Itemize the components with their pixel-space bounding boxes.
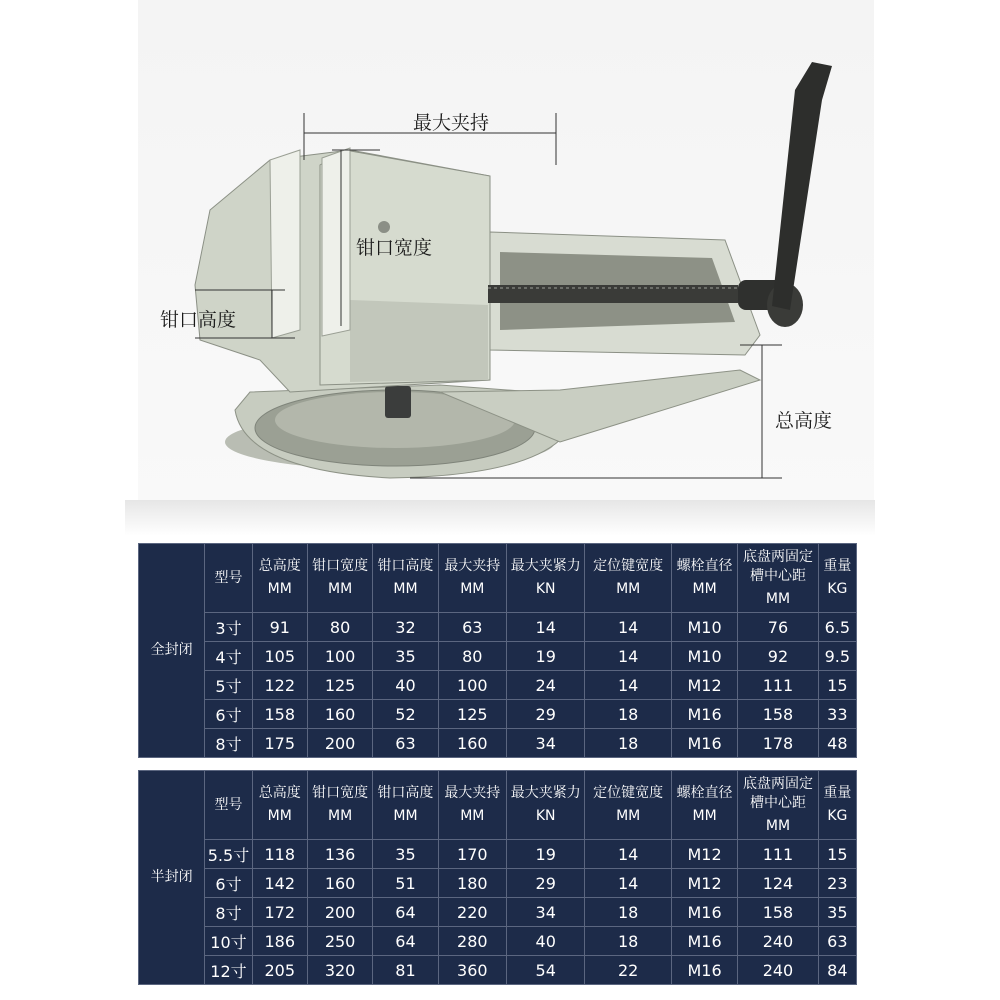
value-cell: 18: [585, 729, 671, 758]
column-header-line: 槽中心距: [749, 567, 806, 584]
value-cell: 125: [307, 671, 372, 700]
value-cell: 100: [307, 642, 372, 671]
value-cell: 14: [585, 642, 671, 671]
value-cell: 175: [252, 729, 307, 758]
value-cell: 360: [438, 956, 506, 985]
table-row: [139, 869, 857, 898]
value-cell: 29: [507, 700, 585, 729]
column-unit: MM: [267, 581, 292, 597]
table-row: [139, 729, 857, 758]
value-cell: 100: [438, 671, 506, 700]
value-cell: 40: [373, 671, 438, 700]
value-cell: 320: [307, 956, 372, 985]
total-height-label: 总高度: [775, 410, 833, 432]
value-cell: 34: [507, 729, 585, 758]
value-cell: 19: [507, 840, 585, 869]
column-header-title: 型号: [214, 796, 243, 813]
column-header-title: 螺栓直径: [676, 558, 733, 574]
value-cell: M10: [671, 613, 737, 642]
column-header-title: 总高度: [258, 558, 301, 574]
column-unit: MM: [328, 808, 353, 824]
value-cell: 9.5: [818, 642, 856, 671]
value-cell: M16: [671, 956, 737, 985]
header-row: [139, 544, 857, 613]
column-unit: MM: [692, 808, 717, 824]
column-header-title: 最大夹紧力: [510, 558, 581, 574]
value-cell: 280: [438, 927, 506, 956]
value-cell: 15: [818, 671, 856, 700]
value-cell: 6.5: [818, 613, 856, 642]
value-cell: 118: [252, 840, 307, 869]
column-header: [307, 544, 372, 613]
column-header: [585, 544, 671, 613]
value-cell: 186: [252, 927, 307, 956]
handle-bar: [772, 62, 832, 310]
fixed-jaw-plate: [270, 150, 300, 338]
value-cell: 136: [307, 840, 372, 869]
model-cell: 6寸: [205, 700, 252, 729]
value-cell: 170: [438, 840, 506, 869]
value-cell: 14: [585, 869, 671, 898]
max-clamp-label: 最大夹持: [413, 112, 490, 134]
value-cell: 205: [252, 956, 307, 985]
model-cell: 8寸: [205, 898, 252, 927]
column-header: [307, 771, 372, 840]
value-cell: 23: [818, 869, 856, 898]
column-header: [671, 544, 737, 613]
model-cell: 5.5寸: [205, 840, 252, 869]
value-cell: 19: [507, 642, 585, 671]
table-row: [139, 642, 857, 671]
value-cell: 92: [738, 642, 818, 671]
value-cell: 158: [252, 700, 307, 729]
value-cell: M16: [671, 729, 737, 758]
column-unit: MM: [393, 581, 418, 597]
column-unit: MM: [267, 808, 292, 824]
movable-jaw-plate: [322, 148, 350, 336]
value-cell: 91: [252, 613, 307, 642]
value-cell: 54: [507, 956, 585, 985]
value-cell: 14: [507, 613, 585, 642]
value-cell: 24: [507, 671, 585, 700]
header-row: [139, 771, 857, 840]
column-unit: MM: [616, 581, 641, 597]
column-header: [438, 544, 506, 613]
value-cell: 18: [585, 700, 671, 729]
value-cell: 52: [373, 700, 438, 729]
column-header: [585, 771, 671, 840]
table-row: [139, 840, 857, 869]
column-unit: MM: [328, 581, 353, 597]
value-cell: 105: [252, 642, 307, 671]
table-row: [139, 898, 857, 927]
value-cell: M12: [671, 869, 737, 898]
column-unit: KG: [827, 808, 848, 824]
value-cell: 76: [738, 613, 818, 642]
group-label: 半封闭: [139, 771, 205, 985]
column-unit: MM: [765, 590, 791, 607]
column-header-title: 钳口宽度: [312, 558, 369, 574]
model-cell: 6寸: [205, 869, 252, 898]
column-header: [818, 544, 856, 613]
jaw-height-label: 钳口高度: [160, 309, 237, 331]
value-cell: 63: [818, 927, 856, 956]
value-cell: 29: [507, 869, 585, 898]
value-cell: 35: [373, 840, 438, 869]
model-cell: 5寸: [205, 671, 252, 700]
value-cell: 158: [738, 700, 818, 729]
value-cell: 14: [585, 613, 671, 642]
value-cell: 63: [373, 729, 438, 758]
value-cell: 180: [438, 869, 506, 898]
column-header-title: 最大夹紧力: [510, 785, 581, 801]
value-cell: 178: [738, 729, 818, 758]
value-cell: 160: [438, 729, 506, 758]
column-header-title: 钳口宽度: [312, 785, 369, 801]
column-header: [205, 544, 252, 613]
model-cell: 12寸: [205, 956, 252, 985]
value-cell: 200: [307, 898, 372, 927]
column-header: [738, 771, 818, 840]
value-cell: M16: [671, 700, 737, 729]
value-cell: 18: [585, 927, 671, 956]
column-header: [438, 771, 506, 840]
value-cell: 160: [307, 869, 372, 898]
model-cell: 10寸: [205, 927, 252, 956]
value-cell: 142: [252, 869, 307, 898]
value-cell: 64: [373, 898, 438, 927]
value-cell: 240: [738, 927, 818, 956]
column-header-line: 槽中心距: [749, 794, 806, 811]
table-row: [139, 956, 857, 985]
value-cell: 32: [373, 613, 438, 642]
value-cell: 84: [818, 956, 856, 985]
column-header: [507, 544, 585, 613]
value-cell: 34: [507, 898, 585, 927]
column-header: [373, 544, 438, 613]
value-cell: M12: [671, 671, 737, 700]
column-unit: MM: [692, 581, 717, 597]
column-unit: KN: [535, 808, 556, 824]
value-cell: 22: [585, 956, 671, 985]
value-cell: 172: [252, 898, 307, 927]
center-bolt: [385, 386, 411, 418]
value-cell: 33: [818, 700, 856, 729]
column-header-title: 螺栓直径: [676, 785, 733, 801]
table-row: [139, 700, 857, 729]
value-cell: M12: [671, 840, 737, 869]
value-cell: 80: [307, 613, 372, 642]
column-header: [818, 771, 856, 840]
column-header-title: 型号: [214, 569, 243, 586]
column-unit: MM: [460, 808, 485, 824]
group-label: 全封闭: [139, 544, 205, 758]
table-row: [139, 671, 857, 700]
value-cell: M16: [671, 898, 737, 927]
value-cell: 64: [373, 927, 438, 956]
value-cell: 160: [307, 700, 372, 729]
value-cell: 14: [585, 671, 671, 700]
value-cell: 35: [373, 642, 438, 671]
value-cell: 40: [507, 927, 585, 956]
screw-hole: [378, 221, 390, 233]
column-header-title: 钳口高度: [377, 558, 434, 574]
column-header: [373, 771, 438, 840]
table-row: [139, 927, 857, 956]
value-cell: 200: [307, 729, 372, 758]
model-cell: 8寸: [205, 729, 252, 758]
value-cell: 111: [738, 840, 818, 869]
table-body: [139, 771, 857, 985]
column-header-title: 最大夹持: [444, 558, 501, 574]
value-cell: 48: [818, 729, 856, 758]
value-cell: 220: [438, 898, 506, 927]
value-cell: 122: [252, 671, 307, 700]
column-header: [738, 544, 818, 613]
value-cell: 124: [738, 869, 818, 898]
value-cell: 240: [738, 956, 818, 985]
value-cell: 250: [307, 927, 372, 956]
column-header: [252, 771, 307, 840]
column-header: [671, 771, 737, 840]
column-header-title: 定位键宽度: [593, 558, 664, 574]
spec-table-half-closed: [138, 770, 857, 985]
value-cell: 35: [818, 898, 856, 927]
column-unit: MM: [393, 808, 418, 824]
column-header: [205, 771, 252, 840]
value-cell: 15: [818, 840, 856, 869]
value-cell: 14: [585, 840, 671, 869]
column-unit: MM: [460, 581, 485, 597]
value-cell: 158: [738, 898, 818, 927]
column-unit: MM: [765, 817, 791, 834]
value-cell: 81: [373, 956, 438, 985]
table-row: [139, 613, 857, 642]
column-header-line: 底盘两固定: [742, 548, 813, 565]
column-header-title: 重量: [823, 785, 852, 801]
column-header-title: 总高度: [258, 785, 301, 801]
column-header-title: 重量: [823, 558, 852, 574]
column-header: [252, 544, 307, 613]
table-body: [139, 544, 857, 758]
jaw-width-label: 钳口宽度: [356, 237, 433, 259]
column-header-title: 钳口高度: [377, 785, 434, 801]
value-cell: 80: [438, 642, 506, 671]
column-unit: KN: [535, 581, 556, 597]
value-cell: 111: [738, 671, 818, 700]
value-cell: 125: [438, 700, 506, 729]
spec-table-full-closed: [138, 543, 857, 758]
model-cell: 4寸: [205, 642, 252, 671]
column-unit: KG: [827, 581, 848, 597]
column-header-line: 底盘两固定: [742, 775, 813, 792]
column-header-title: 最大夹持: [444, 785, 501, 801]
column-header: [507, 771, 585, 840]
model-cell: 3寸: [205, 613, 252, 642]
value-cell: M16: [671, 927, 737, 956]
value-cell: 18: [585, 898, 671, 927]
value-cell: 63: [438, 613, 506, 642]
column-header-title: 定位键宽度: [593, 785, 664, 801]
column-unit: MM: [616, 808, 641, 824]
value-cell: M10: [671, 642, 737, 671]
value-cell: 51: [373, 869, 438, 898]
